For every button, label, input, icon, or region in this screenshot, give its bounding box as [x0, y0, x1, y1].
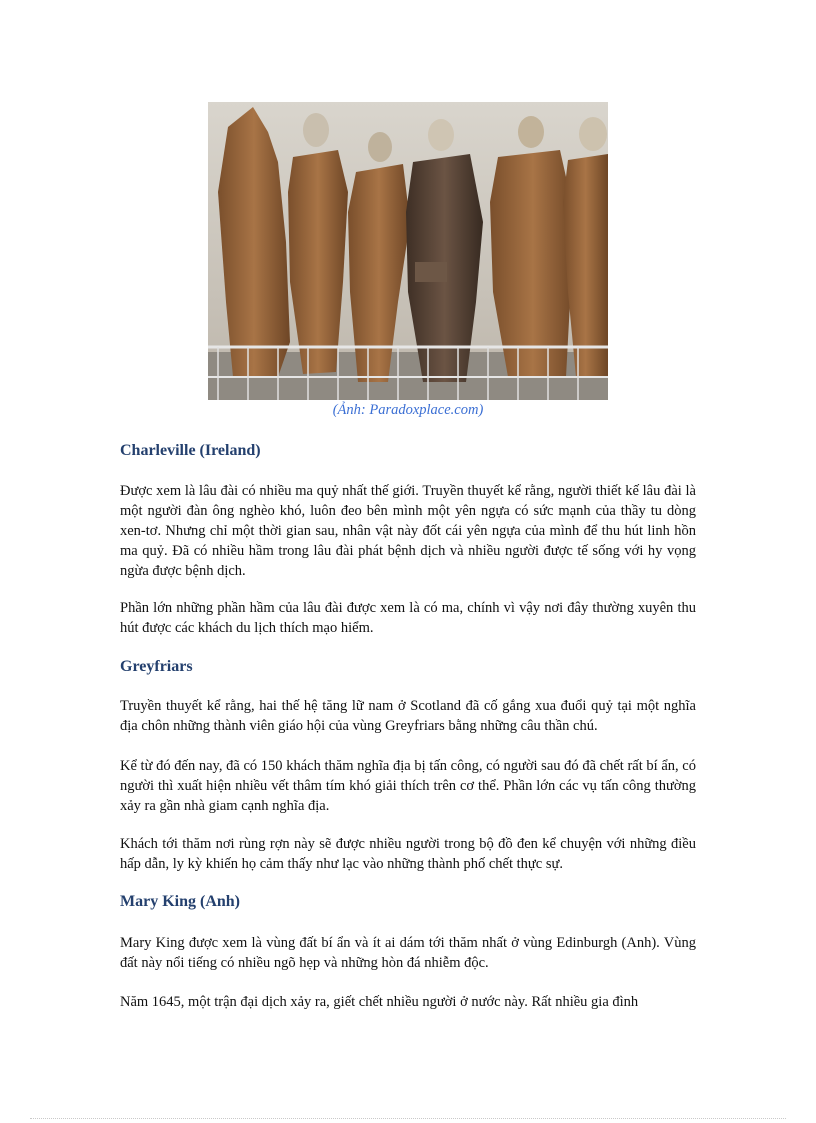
paragraph-mary-king-1: Mary King được xem là vùng đất bí ẩn và ít ai dám tới thăm nhất ở vùng Edinburgh (Anh). Vùng đất này nổi tiếng có nhiều ngõ hẹp và những hòn đá nhiễm độc. [120, 935, 696, 971]
paragraph-greyfriars-1: Truyền thuyết kể rằng, hai thế hệ tăng lữ nam ở Scotland đã cố gắng xua đuổi quỷ tại một nghĩa địa chôn những thành viên giáo hội của vùng Greyfriars bằng những câu thần chú. [120, 698, 696, 734]
mummies-photo [208, 102, 608, 400]
paragraph-charleville-2: Phần lớn những phần hầm của lâu đài được xem là có ma, chính vì vậy nơi đây thường xuyên thu hút được các khách du lịch thích mạo hiểm. [120, 600, 696, 636]
paragraph-greyfriars-2: Kể từ đó đến nay, đã có 150 khách thăm nghĩa địa bị tấn công, có người sau đó đã chết rất bí ẩn, có người thì xuất hiện nhiều vết thâm tím khó giải thích trên cơ thể. Phần lớn các vụ tấn công thường xảy ra gần nhà giam cạnh nghĩa địa. [120, 758, 696, 814]
section-heading-charleville: Charleville (Ireland) [120, 442, 261, 459]
image-caption: (Ảnh: Paradoxplace.com) [332, 402, 484, 418]
mummies-image [208, 102, 608, 400]
paragraph-charleville-1: Được xem là lâu đài có nhiều ma quỷ nhất thế giới. Truyền thuyết kể rằng, người thiết kế lâu đài là một người đàn ông nghèo khó, luôn đeo bên mình một yên ngựa có sức mạnh của thầy tu dòng xen-tơ. Nhưng chỉ một thời gian sau, nhân vật này đốt cái yên ngựa của mình để thu hút linh hồn ma quỷ. Đã có nhiều hầm trong lâu đài phát bệnh dịch và nhiều người được tế sống với hy vọng ngừa được bệnh dịch. [120, 483, 696, 579]
section-heading-mary-king: Mary King (Anh) [120, 893, 240, 910]
paragraph-mary-king-2: Năm 1645, một trận đại dịch xảy ra, giết chết nhiều người ở nước này. Rất nhiều gia đình [120, 994, 639, 1010]
section-heading-greyfriars: Greyfriars [120, 658, 193, 675]
paragraph-greyfriars-3: Khách tới thăm nơi rùng rợn này sẽ được nhiều người trong bộ đồ đen kể chuyện với những điều hấp dẫn, ly kỳ khiến họ cảm thấy như lạc vào những thành phố chết thực sự. [120, 836, 696, 872]
page-bottom-rule [30, 1118, 786, 1119]
